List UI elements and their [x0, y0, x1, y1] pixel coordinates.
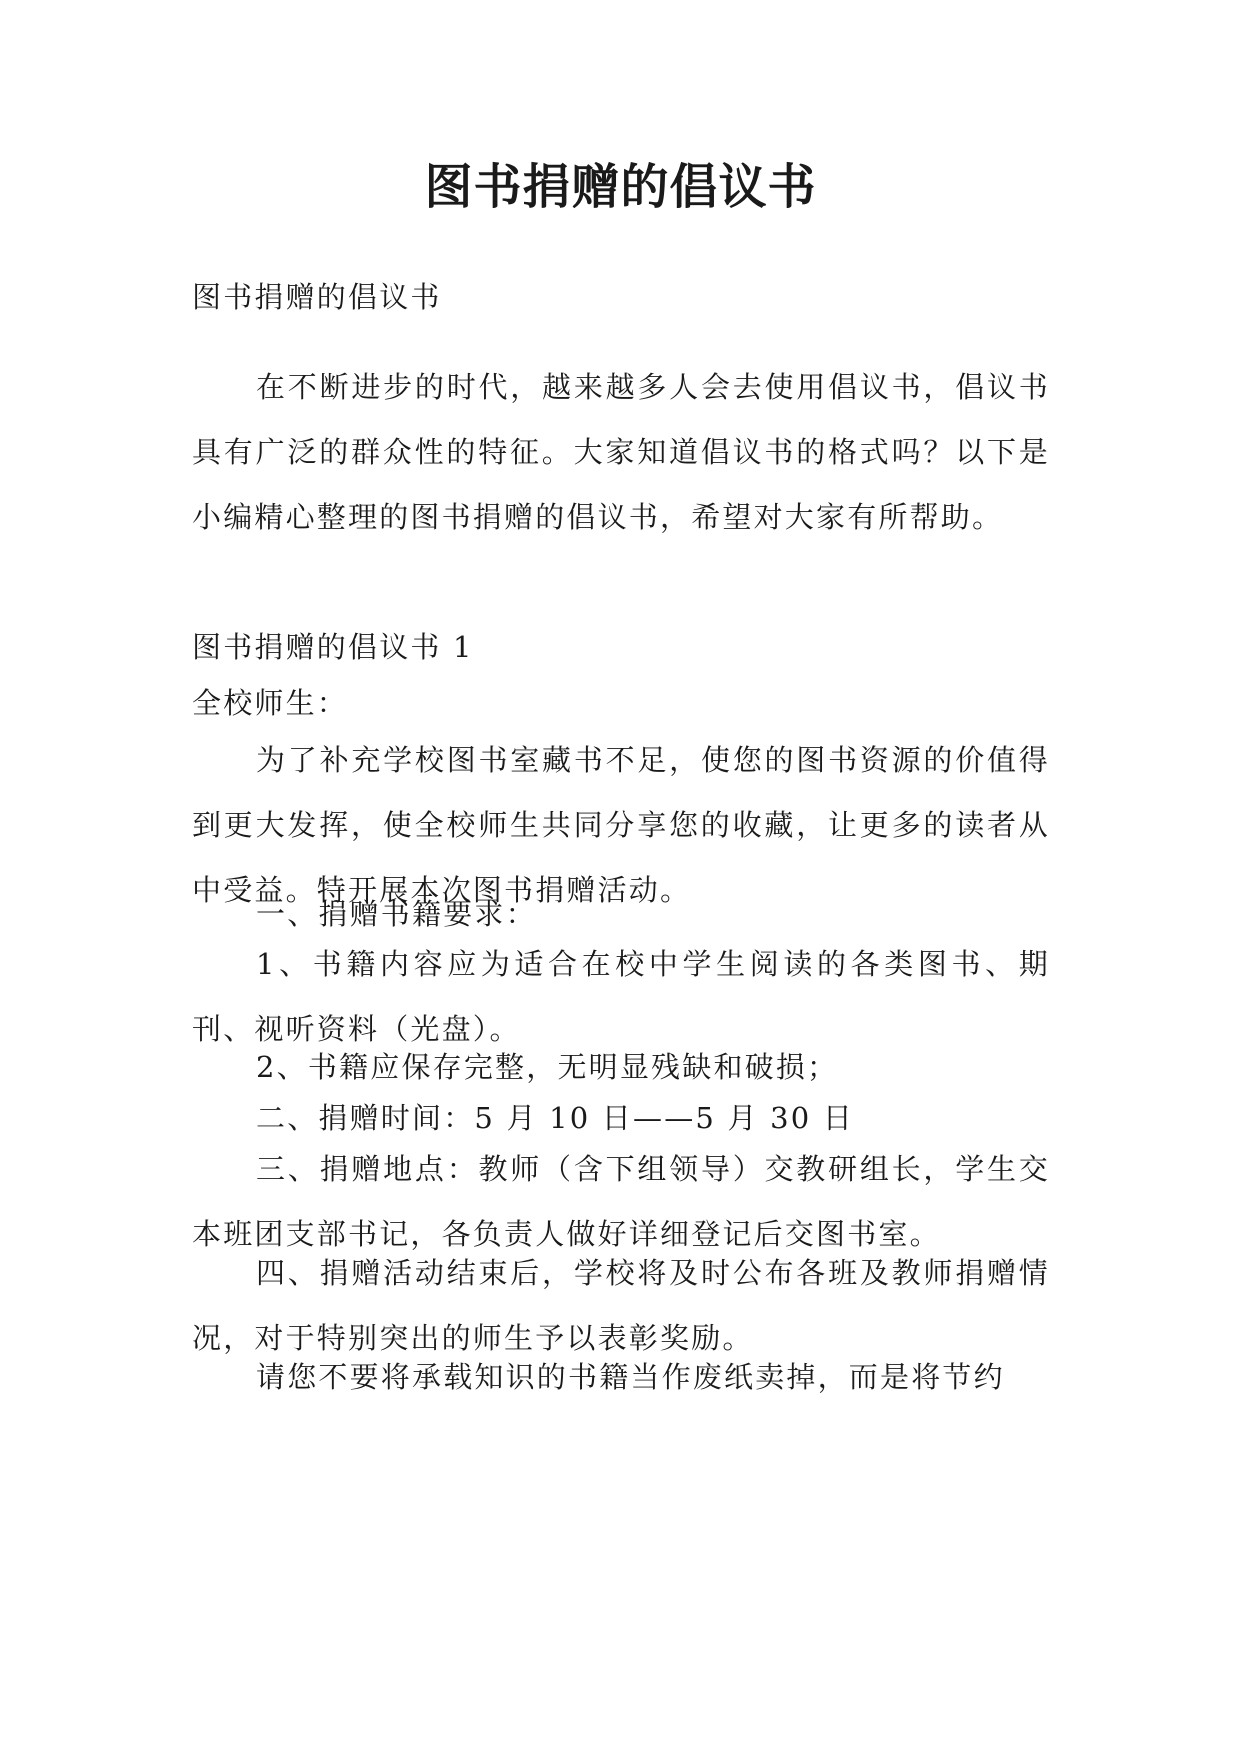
paragraph-time: 二、捐赠时间：5 月 10 日——5 月 30 日 — [256, 1101, 855, 1135]
paragraph-requirement-1: 1、书籍内容应为适合在校中学生阅读的各类图书、期刊、视听资料（光盘）。 — [192, 947, 1050, 1046]
paragraph-results: 四、捐赠活动结束后，学校将及时公布各班及教师捐赠情况，对于特别突出的师生予以表彰奖励。 — [192, 1256, 1050, 1355]
intro-paragraph: 在不断进步的时代，越来越多人会去使用倡议书，倡议书具有广泛的群众性的特征。大家知道倡议书的格式吗？以下是小编精心整理的图书捐赠的倡议书，希望对大家有所帮助。 — [192, 370, 1050, 534]
salutation: 全校师生： — [192, 686, 349, 720]
document-title: 图书捐赠的倡议书 — [424, 159, 817, 215]
paragraph-location: 三、捐赠地点：教师（含下组领导）交教研组长，学生交本班团支部书记，各负责人做好详细登记后交图书室。 — [192, 1152, 1050, 1251]
paragraph-closing: 请您不要将承载知识的书籍当作废纸卖掉，而是将节约 — [256, 1360, 1005, 1394]
paragraph-requirements-heading: 一、捐赠书籍要求： — [256, 897, 537, 931]
subtitle: 图书捐赠的倡议书 — [192, 280, 442, 314]
paragraph-purpose: 为了补充学校图书室藏书不足，使您的图书资源的价值得到更大发挥，使全校师生共同分享您的收藏，让更多的读者从中受益。特开展本次图书捐赠活动。 — [192, 743, 1050, 907]
paragraph-requirement-2: 2、书籍应保存完整，无明显残缺和破损； — [256, 1050, 839, 1084]
section-heading: 图书捐赠的倡议书 1 — [192, 630, 474, 664]
